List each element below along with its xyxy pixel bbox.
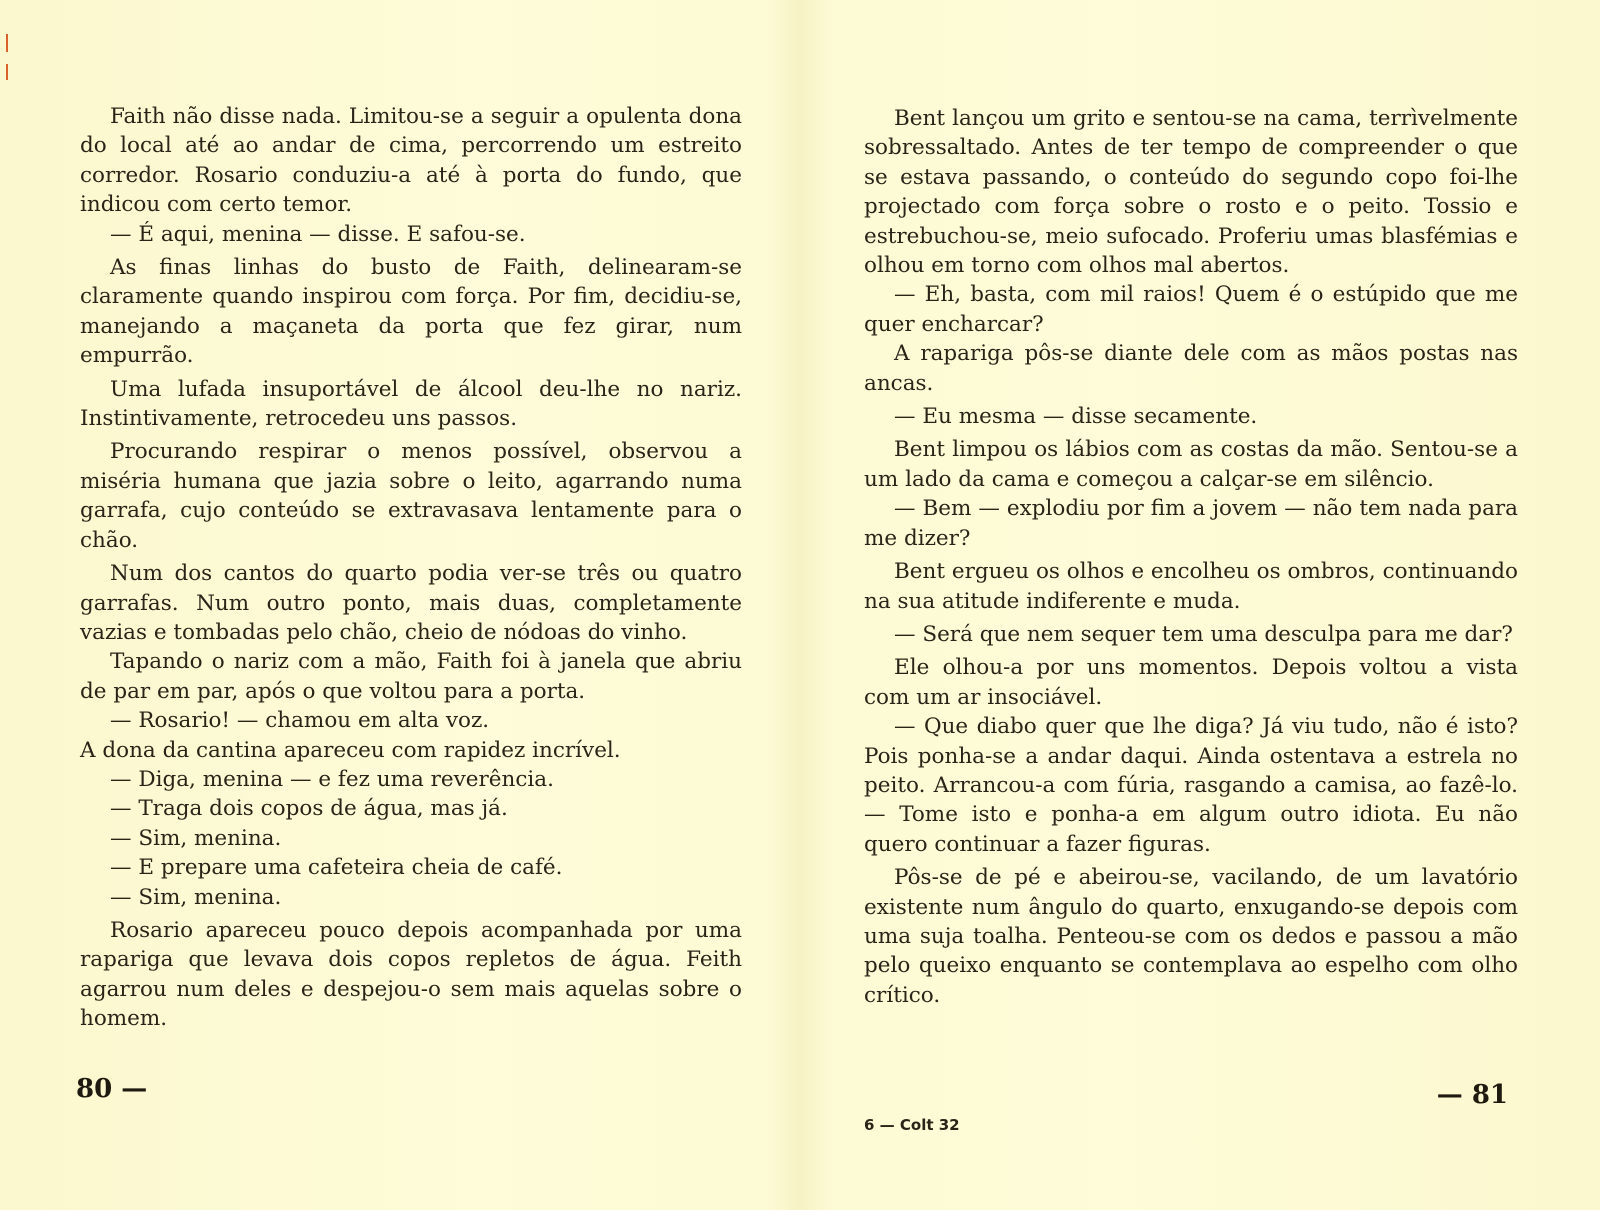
paragraph: — É aqui, menina — disse. E safou-se. [110, 221, 526, 247]
right-text-block [864, 104, 1518, 1014]
paragraph: — Sim, menina. [110, 884, 282, 910]
page-number: 80 — [76, 1074, 148, 1104]
paragraph: As finas linhas do busto de Faith, delinearam-se claramente quando inspirou com força. Por fim, decidiu-se, manejando a maçaneta da porta que fez girar, num empurrão. [80, 255, 742, 369]
paragraph: — Diga, menina — e fez uma reverência. [110, 766, 554, 792]
paragraph: Ele olhou-a por uns momentos. Depois voltou a vista com um ar insociável. [864, 655, 1518, 710]
paragraph: — Bem — explodiu por fim a jovem — não tem nada para me dizer? [864, 496, 1518, 551]
paragraph: — E prepare uma cafeteira cheia de café. [110, 855, 563, 881]
paragraph: Bent limpou os lábios com as costas da mão. Sentou-se a um lado da cama e começou a calçar-se em silêncio. [864, 437, 1518, 492]
paragraph: Pôs-se de pé e abeirou-se, vacilando, de um lavatório existente num ângulo do quarto, enxugando-se depois com uma suja toalha. Penteou-se com os dedos e passou a mão pelo queixo enquanto se contemplava ao espelho com olho crítico. [864, 865, 1518, 1008]
paragraph: — Sim, menina. [110, 825, 282, 851]
paragraph: — Traga dois copos de água, mas já. [110, 796, 508, 822]
paragraph: — Eu mesma — disse secamente. [894, 404, 1258, 430]
paragraph: A dona da cantina apareceu com rapidez incrível. [80, 737, 621, 763]
paragraph: — Será que nem sequer tem uma desculpa para me dar? [894, 621, 1513, 647]
paragraph: Uma lufada insuportável de álcool deu-lhe no nariz. Instintivamente, retrocedeu uns passos. [80, 376, 742, 432]
paragraph: Bent lançou um grito e sentou-se na cama, terrìvelmente sobressaltado. Antes de ter tempo de compreender o que se estava passando, o conteúdo do segundo copo foi-lhe projectado com força sobre o rosto e o peito. Tossio e estrebuchou-se, meio sufocado. Proferiu umas blasfémias e olhou em torno com olhos mal abertos. [864, 106, 1518, 279]
left-text-block [80, 102, 742, 1038]
signature-mark: 6 — Colt 32 [864, 1116, 960, 1134]
paragraph: — Que diabo quer que lhe diga? Já viu tudo, não é isto? Pois ponha-se a andar daqui. Ainda ostentava a estrela no peito. Arrancou-a com fúria, rasgando a camisa, ao fazê-lo. — Tome isto e ponha-a em algum outro idiota. Eu não quero continuar a fazer figuras. [864, 714, 1518, 857]
paragraph: A rapariga pôs-se diante dele com as mãos postas nas ancas. [864, 341, 1518, 396]
paragraph: — Eh, basta, com mil raios! Quem é o estúpido que me quer encharcar? [864, 282, 1518, 337]
paragraph: — Rosario! — chamou em alta voz. [110, 708, 490, 734]
paragraph: Num dos cantos do quarto podia ver-se três ou quatro garrafas. Num outro ponto, mais duas, completamente vazias e tombadas pelo chão, cheio de nódoas do vinho. [80, 561, 742, 645]
paragraph: Bent ergueu os olhos e encolheu os ombros, continuando na sua atitude indiferente e muda. [864, 559, 1518, 614]
paragraph: Tapando o nariz com a mão, Faith foi à janela que abriu de par em par, após o que voltou para a porta. [80, 649, 742, 704]
right-page [800, 0, 1600, 1210]
paragraph: Rosario apareceu pouco depois acompanhada por uma rapariga que levava dois copos repletos de água. Feith agarrou num deles e despejou-o sem mais aquelas sobre o homem. [80, 917, 742, 1032]
paragraph: Faith não disse nada. Limitou-se a seguir a opulenta dona do local até ao andar de cima, percorrendo um estreito corredor. Rosario conduziu-a até à porta do fundo, que indicou com certo temor. [80, 104, 742, 218]
paragraph: Procurando respirar o menos possível, observou a miséria humana que jazia sobre o leito, agarrando numa garrafa, cujo conteúdo se extravasava lentamente para o chão. [80, 439, 742, 553]
page-number: — 81 [1436, 1080, 1508, 1110]
